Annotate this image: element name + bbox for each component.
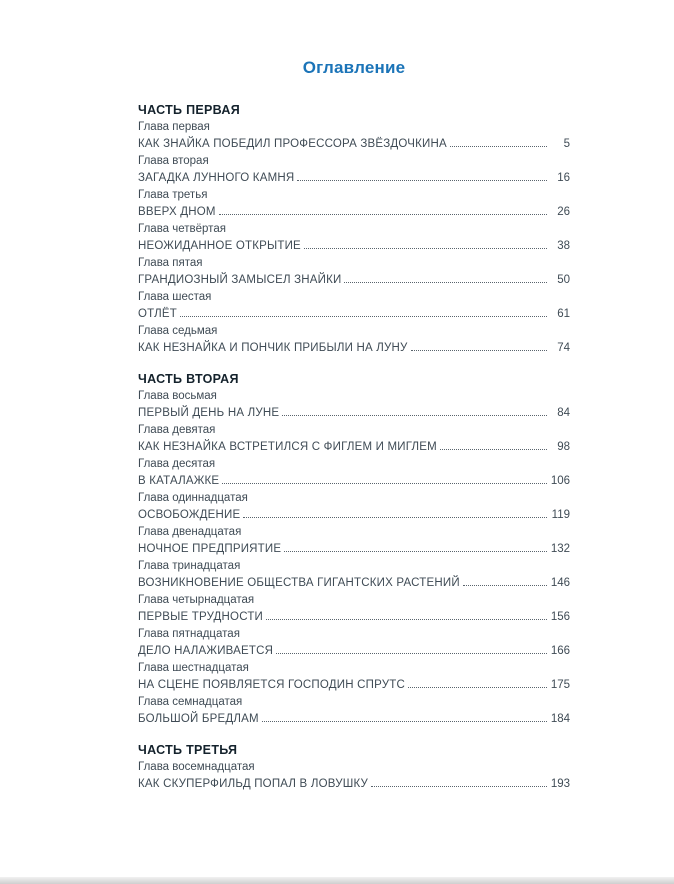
- chapter-label: Глава одиннадцатая: [138, 492, 248, 504]
- chapter-title: ПЕРВЫЙ ДЕНЬ НА ЛУНЕ: [138, 407, 280, 419]
- page-number: 132: [550, 543, 570, 555]
- chapter-title-line: [138, 238, 570, 255]
- chapter-label: Глава шестая: [138, 291, 212, 303]
- toc-entry: [138, 592, 570, 626]
- chapter-label: Глава десятая: [138, 458, 216, 470]
- part-heading: ЧАСТЬ ТРЕТЬЯ: [138, 743, 238, 757]
- chapter-label: Глава пятнадцатая: [138, 628, 240, 640]
- page-number: 5: [563, 138, 570, 150]
- chapter-title: КАК НЕЗНАЙКА ВСТРЕТИЛСЯ С ФИГЛЕМ И МИГЛЕМ: [138, 441, 437, 453]
- page-number: 98: [557, 441, 570, 453]
- part-entries: [138, 388, 570, 728]
- page-number: 106: [550, 475, 570, 487]
- chapter-title-line: [138, 575, 570, 592]
- chapter-label: Глава тринадцатая: [138, 560, 241, 572]
- dot-leader: [282, 415, 547, 416]
- toc-part: [138, 371, 570, 728]
- page-number: 50: [557, 274, 570, 286]
- chapter-title: В КАТАЛАЖКЕ: [138, 475, 220, 487]
- chapter-title: НА СЦЕНЕ ПОЯВЛЯЕТСЯ ГОСПОДИН СПРУТС: [138, 679, 405, 691]
- dot-leader: [440, 449, 547, 450]
- chapter-label: Глава седьмая: [138, 325, 218, 337]
- chapter-title: НЕОЖИДАННОЕ ОТКРЫТИЕ: [138, 240, 301, 252]
- toc-entry: [138, 660, 570, 694]
- part-entries: [138, 119, 570, 357]
- page-number: 156: [550, 611, 570, 623]
- toc-part: [138, 742, 570, 793]
- toc-entry: [138, 524, 570, 558]
- chapter-title: ПЕРВЫЕ ТРУДНОСТИ: [138, 611, 264, 623]
- chapter-title: НОЧНОЕ ПРЕДПРИЯТИЕ: [138, 543, 282, 555]
- toc-entry: [138, 255, 570, 289]
- dot-leader: [262, 721, 547, 722]
- chapter-title: ВОЗНИКНОВЕНИЕ ОБЩЕСТВА ГИГАНТСКИХ РАСТЕНИЙ: [138, 577, 460, 589]
- chapter-title-line: [138, 473, 570, 490]
- toc-entry: [138, 490, 570, 524]
- dot-leader: [297, 180, 547, 181]
- dot-leader: [304, 248, 547, 249]
- page-number: 119: [551, 509, 570, 521]
- toc-part: [138, 102, 570, 357]
- chapter-title: КАК ЗНАЙКА ПОБЕДИЛ ПРОФЕССОРА ЗВЁЗДОЧКИНА: [138, 138, 447, 150]
- toc-entry: [138, 422, 570, 456]
- chapter-title-line: [138, 405, 570, 422]
- chapter-label: Глава восьмая: [138, 390, 217, 402]
- page-number: 193: [550, 778, 570, 790]
- part-heading: ЧАСТЬ ВТОРАЯ: [138, 372, 239, 386]
- chapter-label: Глава девятая: [138, 424, 216, 436]
- dot-leader: [344, 282, 547, 283]
- chapter-title-line: [138, 677, 570, 694]
- dot-leader: [284, 551, 547, 552]
- chapter-title-line: [138, 340, 570, 357]
- chapter-title: ДЕЛО НАЛАЖИВАЕТСЯ: [138, 645, 274, 657]
- page-number: 16: [557, 172, 570, 184]
- chapter-title-line: [138, 711, 570, 728]
- dot-leader: [408, 687, 547, 688]
- dot-leader: [371, 786, 547, 787]
- page-number: 175: [550, 679, 570, 691]
- toc-entry: [138, 388, 570, 422]
- toc-entry: [138, 221, 570, 255]
- chapter-title: ОТЛЁТ: [138, 308, 177, 320]
- page-number: 74: [557, 342, 570, 354]
- page-number: 184: [550, 713, 570, 725]
- toc-entry: [138, 759, 570, 793]
- chapter-title: КАК НЕЗНАЙКА И ПОНЧИК ПРИБЫЛИ НА ЛУНУ: [138, 342, 408, 354]
- chapter-label: Глава пятая: [138, 257, 203, 269]
- chapter-label: Глава третья: [138, 189, 208, 201]
- toc-entry: [138, 694, 570, 728]
- toc-entry: [138, 119, 570, 153]
- dot-leader: [222, 483, 547, 484]
- chapter-label: Глава двенадцатая: [138, 526, 242, 538]
- dot-leader: [180, 316, 547, 317]
- toc-entry: [138, 323, 570, 357]
- dot-leader: [450, 146, 547, 147]
- chapter-label: Глава семнадцатая: [138, 696, 243, 708]
- toc-entry: [138, 558, 570, 592]
- page-number: 38: [557, 240, 570, 252]
- toc-entry: [138, 626, 570, 660]
- page-number: 166: [550, 645, 570, 657]
- chapter-title-line: [138, 609, 570, 626]
- toc-entry: [138, 187, 570, 221]
- page-number: 26: [557, 206, 570, 218]
- toc-entry: [138, 289, 570, 323]
- chapter-label: Глава вторая: [138, 155, 209, 167]
- dot-leader: [219, 214, 547, 215]
- toc-entry: [138, 456, 570, 490]
- chapter-label: Глава первая: [138, 121, 210, 133]
- toc-entry: [138, 153, 570, 187]
- page-title: Оглавление: [302, 58, 406, 77]
- dot-leader: [243, 517, 547, 518]
- dot-leader: [266, 619, 547, 620]
- chapter-title-line: [138, 776, 570, 793]
- chapter-title: ОСВОБОЖДЕНИЕ: [138, 509, 241, 521]
- chapter-label: Глава шестнадцатая: [138, 662, 249, 674]
- chapter-title-line: [138, 643, 570, 660]
- chapter-title-line: [138, 272, 570, 289]
- chapter-title: КАК СКУПЕРФИЛЬД ПОПАЛ В ЛОВУШКУ: [138, 778, 368, 790]
- dot-leader: [276, 653, 547, 654]
- chapter-label: Глава четырнадцатая: [138, 594, 255, 606]
- chapter-title-line: [138, 136, 570, 153]
- chapter-title: ЗАГАДКА ЛУННОГО КАМНЯ: [138, 172, 295, 184]
- chapter-title-line: [138, 541, 570, 558]
- part-entries: [138, 759, 570, 793]
- chapter-title: ВВЕРХ ДНОМ: [138, 206, 216, 218]
- chapter-title: БОЛЬШОЙ БРЕДЛАМ: [138, 713, 259, 725]
- chapter-title: ГРАНДИОЗНЫЙ ЗАМЫСЕЛ ЗНАЙКИ: [138, 274, 342, 286]
- chapter-title-line: [138, 204, 570, 221]
- chapter-title-line: [138, 170, 570, 187]
- toc-list: [138, 102, 570, 793]
- page-number: 61: [557, 308, 570, 320]
- chapter-title-line: [138, 507, 570, 524]
- page-bottom-edge: [0, 877, 674, 884]
- dot-leader: [411, 350, 547, 351]
- chapter-title-line: [138, 306, 570, 323]
- chapter-label: Глава четвёртая: [138, 223, 226, 235]
- part-heading: ЧАСТЬ ПЕРВАЯ: [138, 103, 240, 117]
- dot-leader: [463, 585, 547, 586]
- page-number: 146: [550, 577, 570, 589]
- page-number: 84: [557, 407, 570, 419]
- chapter-label: Глава восемнадцатая: [138, 761, 255, 773]
- chapter-title-line: [138, 439, 570, 456]
